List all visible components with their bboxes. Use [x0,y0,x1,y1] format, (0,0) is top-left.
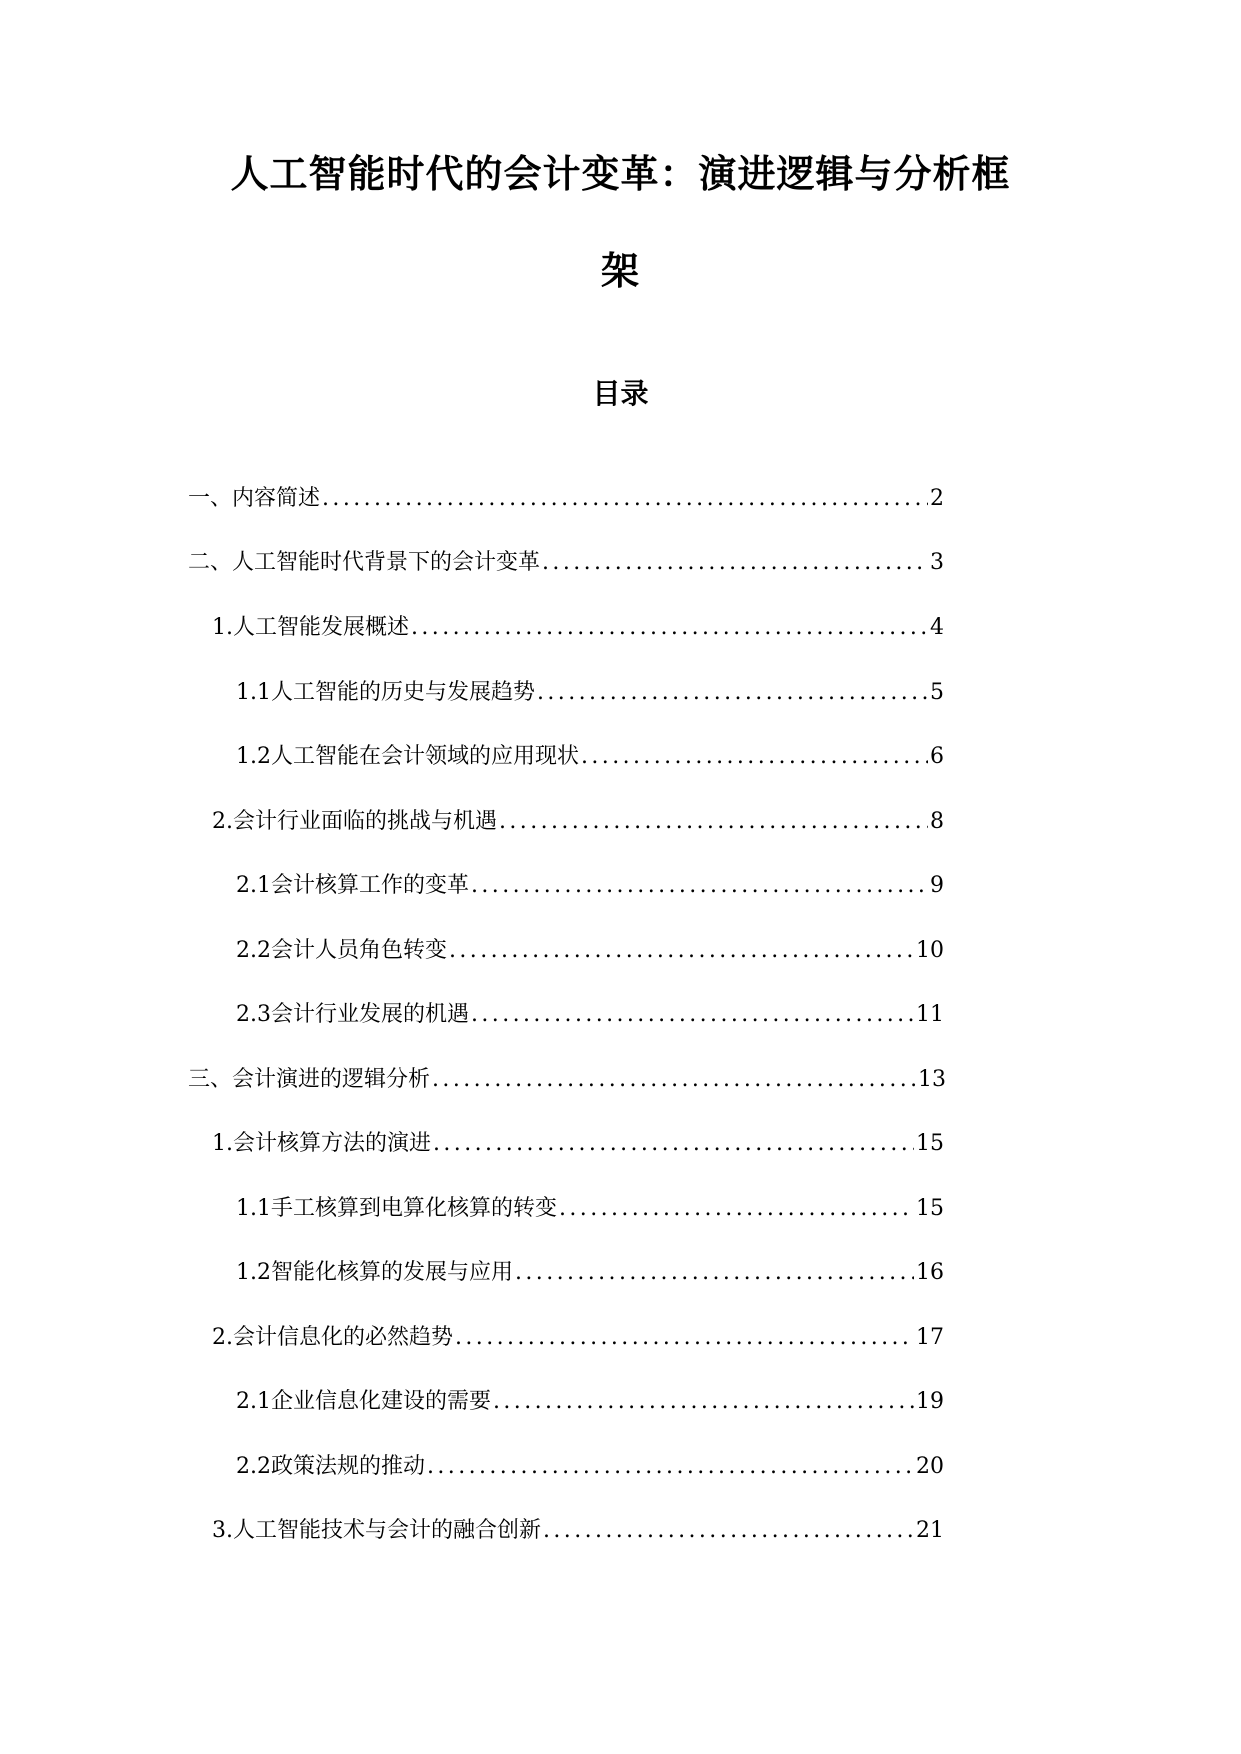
toc-entry-number: 1.1 [236,1196,271,1221]
toc-leader-dots [471,871,928,901]
toc-leader-dots [432,1065,916,1095]
toc-entry-page: 13 [918,1067,946,1092]
toc-entry-label: 智能化核算的发展与应用 [271,1260,514,1285]
toc-leader-dots [411,613,928,643]
toc-entry[interactable] [188,1065,946,1095]
toc-entry[interactable] [212,807,944,837]
toc-leader-dots [581,742,928,772]
toc-entry-label: 会计核算方法的演进 [233,1131,432,1156]
toc-entry-number: 2.1 [236,1389,271,1414]
toc-leader-dots [449,936,914,966]
toc-entry-number: 一、 [188,486,233,511]
toc-leader-dots [322,484,928,514]
toc-leader-dots [471,1000,914,1030]
toc-entry-number: 二、 [188,550,233,575]
toc-entry-label: 会计人员角色转变 [271,938,448,963]
toc-leader-dots [499,807,928,837]
toc-entry-label: 人工智能的历史与发展趋势 [271,680,536,705]
toc-leader-dots [542,548,928,578]
toc-entry-page: 15 [916,1131,944,1156]
toc-heading: 目录 [592,377,649,410]
toc-entry-label: 人工智能发展概述 [233,615,410,640]
toc-entry-page: 15 [916,1196,944,1221]
toc-entry-number: 2.2 [236,938,271,963]
toc-leader-dots [455,1323,914,1353]
toc-entry[interactable] [236,678,944,708]
toc-entry-page: 21 [916,1518,944,1543]
toc-entry[interactable] [212,1129,944,1159]
toc-entry[interactable] [236,1000,944,1030]
toc-entry[interactable] [212,613,944,643]
toc-entry-page: 9 [930,873,944,898]
toc-entry[interactable] [236,871,944,901]
toc-entry-number: 2. [212,1325,233,1350]
toc-entry-label: 企业信息化建设的需要 [271,1389,492,1414]
toc-entry[interactable] [236,1452,944,1482]
toc-entry[interactable] [236,742,944,772]
toc-entry[interactable] [212,1323,944,1353]
toc-entry-page: 3 [930,550,944,575]
toc-leader-dots [559,1194,914,1224]
toc-entry-number: 1.2 [236,1260,271,1285]
toc-entry[interactable] [212,1516,944,1546]
toc-entry-label: 会计演进的逻辑分析 [232,1067,431,1092]
document-title-line-1: 人工智能时代的会计变革：演进逻辑与分析框 [230,151,1011,196]
toc-entry-page: 19 [916,1389,944,1414]
toc-entry-number: 1. [212,1131,233,1156]
toc-leader-dots [537,678,928,708]
toc-entry[interactable] [188,548,944,578]
toc-leader-dots [515,1258,914,1288]
toc-entry-label: 会计行业发展的机遇 [271,1002,470,1027]
toc-entry-label: 手工核算到电算化核算的转变 [271,1196,558,1221]
document-title-line-2: 架 [600,248,640,293]
toc-entry-number: 1.2 [236,744,271,769]
toc-entry-label: 人工智能时代背景下的会计变革 [232,550,541,575]
toc-entry-page: 4 [930,615,944,640]
toc-entry-label: 政策法规的推动 [271,1454,426,1479]
toc-entry-page: 2 [930,486,944,511]
toc-entry-number: 3. [212,1518,233,1543]
toc-leader-dots [427,1452,914,1482]
toc-entry-number: 1.1 [236,680,271,705]
toc-entry-label: 会计核算工作的变革 [271,873,470,898]
toc-entry[interactable] [236,1258,944,1288]
toc-entry[interactable] [236,1194,944,1224]
toc-entry-page: 17 [916,1325,944,1350]
toc-entry-page: 11 [916,1002,944,1027]
toc-entry-number: 2.1 [236,873,271,898]
toc-entry-number: 三、 [188,1067,233,1092]
toc-entry-page: 6 [930,744,944,769]
toc-entry-page: 5 [930,680,944,705]
toc-leader-dots [433,1129,914,1159]
toc-entry-label: 人工智能在会计领域的应用现状 [271,744,580,769]
toc-entry-page: 10 [916,938,944,963]
toc-leader-dots [543,1516,914,1546]
toc-entry[interactable] [236,1387,944,1417]
toc-entry[interactable] [236,936,944,966]
toc-entry-page: 8 [930,809,944,834]
toc-entry-number: 1. [212,615,233,640]
toc-entry-number: 2.3 [236,1002,271,1027]
toc-entry-page: 16 [916,1260,944,1285]
toc-entry-label: 人工智能技术与会计的融合创新 [233,1518,542,1543]
toc-leader-dots [493,1387,914,1417]
toc-entry[interactable] [188,484,944,514]
toc-entry-page: 20 [916,1454,944,1479]
toc-entry-number: 2. [212,809,233,834]
toc-entry-label: 会计行业面临的挑战与机遇 [233,809,498,834]
toc-entry-label: 内容简述 [232,486,321,511]
toc-entry-number: 2.2 [236,1454,271,1479]
toc-entry-label: 会计信息化的必然趋势 [233,1325,454,1350]
